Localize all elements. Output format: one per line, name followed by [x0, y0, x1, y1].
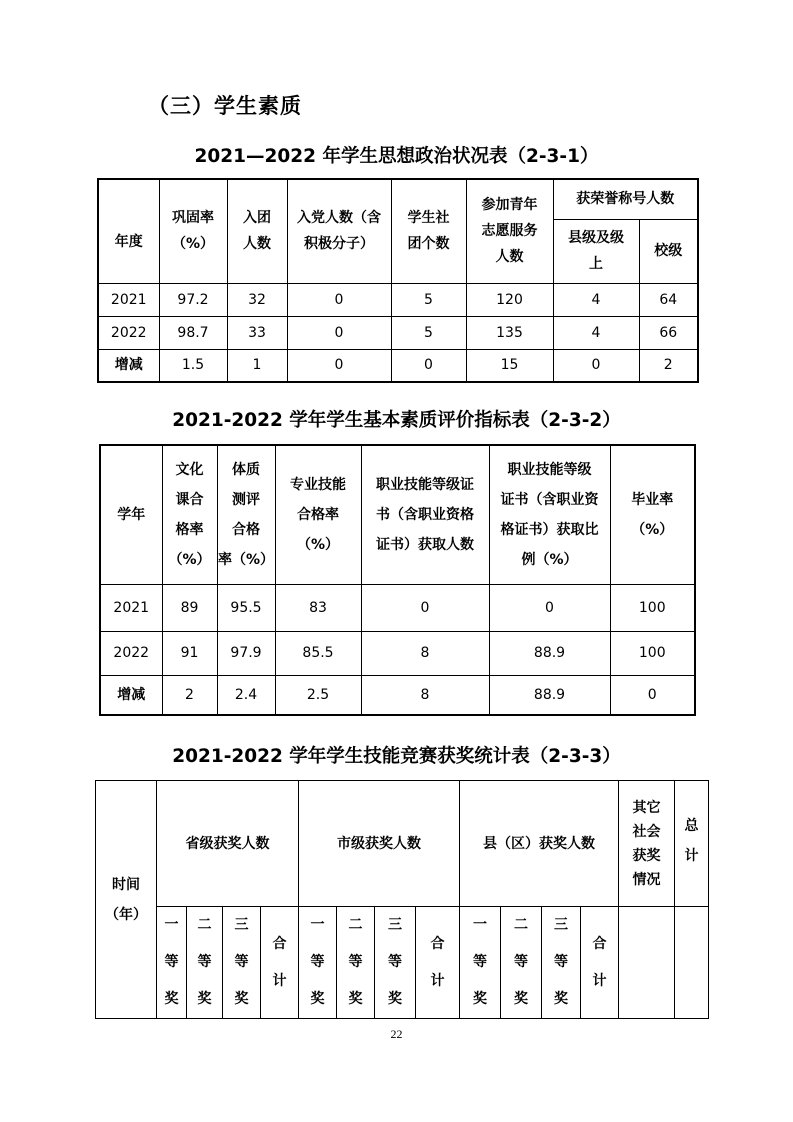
t1-header-volunteer: 参加青年 志愿服务 人数	[466, 179, 553, 283]
t3-province-first: 一 等 奖	[157, 907, 187, 1019]
table2	[99, 444, 696, 716]
table-row: 2021 97.2 32 0 5 120 4 64	[98, 283, 698, 316]
t3-header-time: 时间 （年）	[96, 781, 157, 1019]
t1-header-league: 入团 人数	[227, 179, 287, 283]
t3-county-third: 三 等 奖	[542, 907, 581, 1019]
t3-county-subtotal: 合 计	[581, 907, 619, 1019]
table2-title: 2021-2022 学年学生基本素质评价指标表（2-3-2）	[172, 410, 621, 431]
t3-header-province: 省级获奖人数	[157, 781, 299, 907]
table-row: 2021 89 95.5 83 0 0 100	[100, 584, 695, 631]
table-row: 增减 2 2.4 2.5 8 88.9 0	[100, 675, 695, 715]
table1	[97, 178, 699, 383]
table1-title: 2021—2022 年学生思想政治状况表（2-3-1）	[194, 146, 599, 167]
t3-header-city: 市级获奖人数	[299, 781, 460, 907]
t1-header-retention: 巩固率 （%）	[159, 179, 227, 283]
t3-header-other: 其它 社会 获奖 情况	[619, 781, 675, 907]
t2-header-graduation: 毕业率 （%）	[610, 445, 695, 584]
t3-province-third: 三 等 奖	[223, 907, 261, 1019]
t3-province-subtotal: 合 计	[261, 907, 299, 1019]
t3-city-first: 一 等 奖	[299, 907, 337, 1019]
t1-header-party: 入党人数（含 积极分子）	[287, 179, 391, 283]
t3-city-subtotal: 合 计	[416, 907, 460, 1019]
t2-header-skill: 专业技能 合格率 （%）	[275, 445, 361, 584]
t3-header-total: 总 计	[675, 781, 709, 907]
t3-county-first: 一 等 奖	[460, 907, 501, 1019]
t1-header-county: 县级及级 上	[553, 219, 639, 283]
t1-header-year: 年度	[98, 179, 159, 283]
table-row: 增减 1.5 1 0 0 15 0 2	[98, 349, 698, 382]
page-number: 22	[390, 1027, 403, 1041]
t3-other-empty	[619, 907, 675, 1019]
t2-header-culture: 文化 课合 格率 （%）	[162, 445, 217, 584]
t2-header-fitness: 体质 测评 合格 率（%）	[217, 445, 275, 584]
t1-header-clubs: 学生社 团个数	[391, 179, 466, 283]
t1-header-school: 校级	[639, 219, 698, 283]
table-row: 2022 91 97.9 85.5 8 88.9 100	[100, 631, 695, 675]
t3-total-empty	[675, 907, 709, 1019]
t2-header-year: 学年	[100, 445, 162, 584]
table-row: 2022 98.7 33 0 5 135 4 66	[98, 316, 698, 349]
table3	[95, 780, 709, 1019]
section-heading: （三）学生素质	[148, 94, 302, 118]
table3-title: 2021-2022 学年学生技能竞赛获奖统计表（2-3-3）	[172, 746, 621, 767]
t2-header-cert-ratio: 职业技能等级 证书（含职业资 格证书）获取比 例（%）	[489, 445, 610, 584]
t2-header-cert-count: 职业技能等级证 书（含职业资格 证书）获取人数	[361, 445, 489, 584]
t3-province-second: 二 等 奖	[187, 907, 223, 1019]
t3-header-county: 县（区）获奖人数	[460, 781, 619, 907]
t3-county-second: 二 等 奖	[501, 907, 542, 1019]
t3-city-second: 二 等 奖	[337, 907, 375, 1019]
t3-city-third: 三 等 奖	[375, 907, 416, 1019]
t1-header-honor-group: 获荣誉称号人数	[553, 179, 698, 219]
